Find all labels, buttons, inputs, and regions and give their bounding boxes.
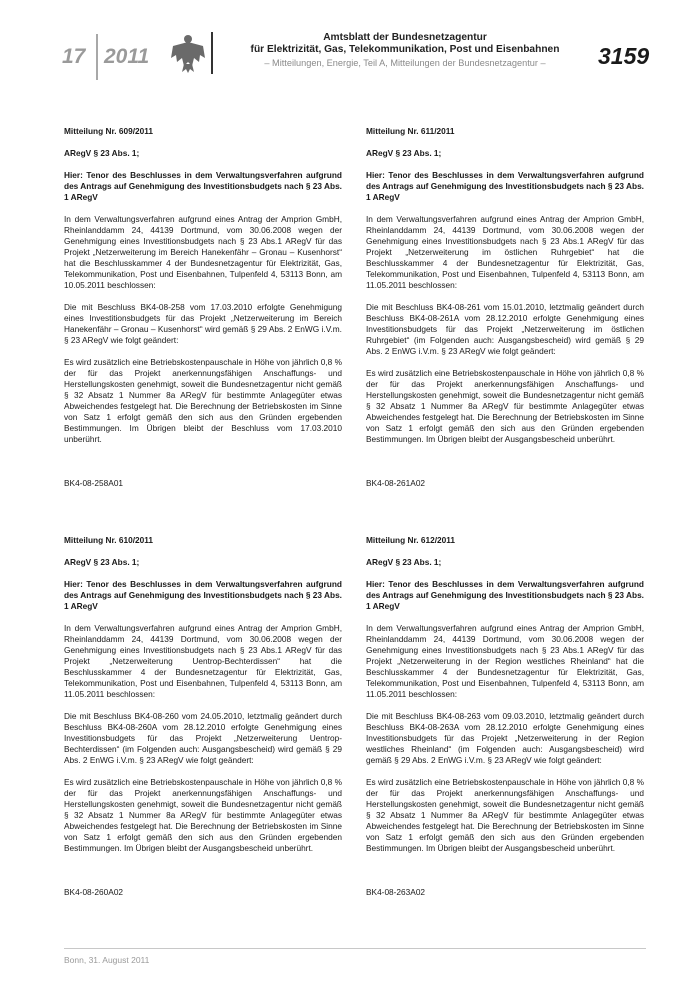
footer-divider [64,948,646,949]
notice-regulation: ARegV § 23 Abs. 1; [64,148,140,158]
notice-paragraph-2: Die mit Beschluss BK4-08-261 vom 15.01.2010, letztmalig geändert durch Beschluss BK4-08-261A vom 28.12.2010 erfolgte Genehmigung eines Investitionsbudgets für das Projekt „Netzerweiterung im östlichen Ruhrgebiet“ (im Folgenden auch: Ausgangsbescheid) wird gemäß § 29 Abs. 2 EnWG i.V.m. § 23 ARegV wie folgt geändert: [366,302,644,356]
notice-heading: Hier: Tenor des Beschlusses in dem Verwaltungsverfahren aufgrund des Antrags auf Genehmigung des Investitionsbudgets nach § 23 Abs. 1 ARegV [366,579,644,611]
notice-paragraph-1: In dem Verwaltungsverfahren aufgrund eines Antrag der Amprion GmbH, Rheinlanddamm 24, 44139 Dortmund, vom 30.06.2008 wegen der Genehmigung eines Investitionsbudgets nach § 23 Abs.1 ARegV für das Projekt „Netzerweiterung im östlichen Ruhrgebiet“ hat die Beschlusskammer 4 der Bundesnetzagentur für Elektrizität, Gas, Telekommunikation, Post und Eisenbahnen, Tulpenfeld 4, 53113 Bonn, am 11.05.2011 beschlossen: [366,214,644,290]
notice-reference: BK4-08-263A02 [366,887,426,897]
notice-number: Mitteilung Nr. 611/2011 [366,126,455,136]
publication-subtitle: – Mitteilungen, Energie, Teil A, Mitteilungen der Bundesnetzagentur – [264,58,546,68]
publication-title [230,32,580,56]
page-number: 3159 [598,43,650,69]
notice-heading: Hier: Tenor des Beschlusses in dem Verwaltungsverfahren aufgrund des Antrags auf Genehmigung des Investitionsbudgets nach § 23 Abs. 1 ARegV [64,170,342,202]
notice-paragraph-2: Die mit Beschluss BK4-08-263 vom 09.03.2010, letztmalig geändert durch Beschluss BK4-08-263A vom 28.12.2010 erfolgte Genehmigung eines Investitionsbudgets für das Projekt „Netzerweiterung in der Region westliches Rheinland“ (im Folgenden auch: Ausgangsbescheid) wird gemäß § 29 Abs. 2 EnWG i.V.m. § 23 ARegV wie folgt geändert: [366,711,644,765]
notice-heading: Hier: Tenor des Beschlusses in dem Verwaltungsverfahren aufgrund des Antrags auf Genehmigung des Investitionsbudgets nach § 23 Abs. 1 ARegV [64,579,342,611]
notice-regulation: ARegV § 23 Abs. 1; [366,148,442,158]
notice-paragraph-3: Es wird zusätzlich eine Betriebskostenpauschale in Höhe von jährlich 0,8 % der für das Projekt anerkennungsfähigen Anschaffungs- und Herstellungskosten genehmigt, soweit die Bundesnetzagentur nicht gemäß § 32 Absatz 1 Nummer 8a ARegV für bestimmte Anlagegüter etwas Abweichendes festgelegt hat. Die Berechnung der Betriebskosten im Sinne von Satz 1 erfolgt gemäß den sich aus den Gründen ergebenden Bestimmungen. Im Übrigen bleibt der Ausgangsbescheid unberührt. [366,777,644,853]
notice-paragraph-3: Es wird zusätzlich eine Betriebskostenpauschale in Höhe von jährlich 0,8 % der für das Projekt anerkennungsfähigen Anschaffungs- und Herstellungskosten genehmigt, soweit die Bundesnetzagentur nicht gemäß § 32 Absatz 1 Nummer 8a ARegV für bestimmte Anlagegüter etwas Abweichendes festgelegt hat. Die Berechnung der Betriebskosten im Sinne von Satz 1 erfolgt gemäß den sich aus den Gründen ergebenden Bestimmungen. Im Übrigen bleibt der Ausgangsbescheid unberührt. [366,368,644,444]
notice-paragraph-2: Die mit Beschluss BK4-08-258 vom 17.03.2010 erfolgte Genehmigung eines Investitionsbudgets für das Projekt „Netzerweiterung im Bereich Hanekenfähr – Gronau – Kusenhorst“ wird gemäß § 29 Abs. 2 EnWG i.V.m. § 23 ARegV wie folgt geändert: [64,302,342,345]
notice-612 [366,535,644,898]
notice-regulation: ARegV § 23 Abs. 1; [366,557,442,567]
notice-reference: BK4-08-260A02 [64,887,124,897]
issue-number: 17 [62,45,86,68]
logo-divider [211,32,213,74]
notice-reference: BK4-08-258A01 [64,478,124,488]
publication-title-line-1: Amtsblatt der Bundesnetzagentur [323,32,487,43]
federal-eagle-icon [170,32,206,74]
notice-paragraph-2: Die mit Beschluss BK4-08-260 vom 24.05.2010, letztmalig geändert durch Beschluss BK4-08-260A vom 28.12.2010 erfolgte Genehmigung eines Investitionsbudgets für das Projekt „Netzerweiterung Uentrop-Bechterdissen“ (im Folgenden auch: Ausgangsbescheid) wird gemäß § 29 Abs. 2 EnWG i.V.m. § 23 ARegV wie folgt geändert: [64,711,342,765]
notice-regulation: ARegV § 23 Abs. 1; [64,557,140,567]
header-divider [96,34,98,80]
notice-paragraph-1: In dem Verwaltungsverfahren aufgrund eines Antrag der Amprion GmbH, Rheinlanddamm 24, 44139 Dortmund, vom 30.06.2008 wegen der Genehmigung eines Investitionsbudgets nach § 23 Abs.1 ARegV für das Projekt „Netzerweiterung Uentrop-Bechterdissen“ hat die Beschlusskammer 4 der Bundesnetzagentur für Elektrizität, Gas, Telekommunikation, Post und Eisenbahnen, Tulpenfeld 4, 53113 Bonn, am 11.05.2011 beschlossen: [64,623,342,699]
notice-paragraph-3: Es wird zusätzlich eine Betriebskostenpauschale in Höhe von jährlich 0,8 % der für das Projekt anerkennungsfähigen Anschaffungs- und Herstellungskosten genehmigt, soweit die Bundesnetzagentur nicht gemäß § 32 Absatz 1 Nummer 8a ARegV für bestimmte Anlagegüter etwas Abweichendes festgelegt hat. Die Berechnung der Betriebskosten im Sinne von Satz 1 erfolgt gemäß den sich aus den Gründen ergebenden Bestimmungen. Im Übrigen bleibt der Ausgangsbescheid unberührt. [64,777,342,853]
footer-date: Bonn, 31. August 2011 [64,955,150,965]
notice-reference: BK4-08-261A02 [366,478,426,488]
notice-number: Mitteilung Nr. 609/2011 [64,126,153,136]
notice-number: Mitteilung Nr. 612/2011 [366,535,455,545]
notice-heading: Hier: Tenor des Beschlusses in dem Verwaltungsverfahren aufgrund des Antrags auf Genehmigung des Investitionsbudgets nach § 23 Abs. 1 ARegV [366,170,644,202]
notice-611 [366,126,644,489]
notice-610 [64,535,342,898]
notice-paragraph-1: In dem Verwaltungsverfahren aufgrund eines Antrag der Amprion GmbH, Rheinlanddamm 24, 44139 Dortmund, vom 30.06.2008 wegen der Genehmigung eines Investitionsbudgets nach § 23 Abs.1 ARegV für das Projekt „Netzerweiterung in der Region westliches Rheinland“ hat die Beschlusskammer 4 der Bundesnetzagentur für Elektrizität, Gas, Telekommunikation, Post und Eisenbahnen, Tulpenfeld 4, 53113 Bonn, am 11.05.2011 beschlossen: [366,623,644,699]
notice-paragraph-3: Es wird zusätzlich eine Betriebskostenpauschale in Höhe von jährlich 0,8 % der für das Projekt anerkennungsfähigen Anschaffungs- und Herstellungskosten genehmigt, soweit die Bundesnetzagentur nicht gemäß § 32 Absatz 1 Nummer 8a ARegV für bestimmte Anlagegüter etwas Abweichendes festgelegt hat. Die Berechnung der Betriebskosten im Sinne von Satz 1 erfolgt gemäß den sich aus den Gründen ergebenden Bestimmungen. Im Übrigen bleibt der Beschluss vom 17.03.2010 unberührt. [64,357,342,444]
notice-609 [64,126,342,489]
notice-number: Mitteilung Nr. 610/2011 [64,535,153,545]
publication-title-line-2: für Elektrizität, Gas, Telekommunikation, Post und Eisenbahnen [250,44,560,55]
notice-paragraph-1: In dem Verwaltungsverfahren aufgrund eines Antrag der Amprion GmbH, Rheinlanddamm 24, 44139 Dortmund, vom 30.06.2008 wegen der Genehmigung eines Investitionsbudgets nach § 23 Abs.1 ARegV für das Projekt „Netzerweiterung im Bereich Hanekenfähr – Gronau – Kusenhorst“ hat die Beschlusskammer 4 der Bundesnetzagentur für Elektrizität, Gas, Telekommunikation, Post und Eisenbahnen, Tulpenfeld 4, 53113 Bonn, am 10.05.2011 beschlossen: [64,214,342,290]
issue-year: 2011 [104,45,150,68]
